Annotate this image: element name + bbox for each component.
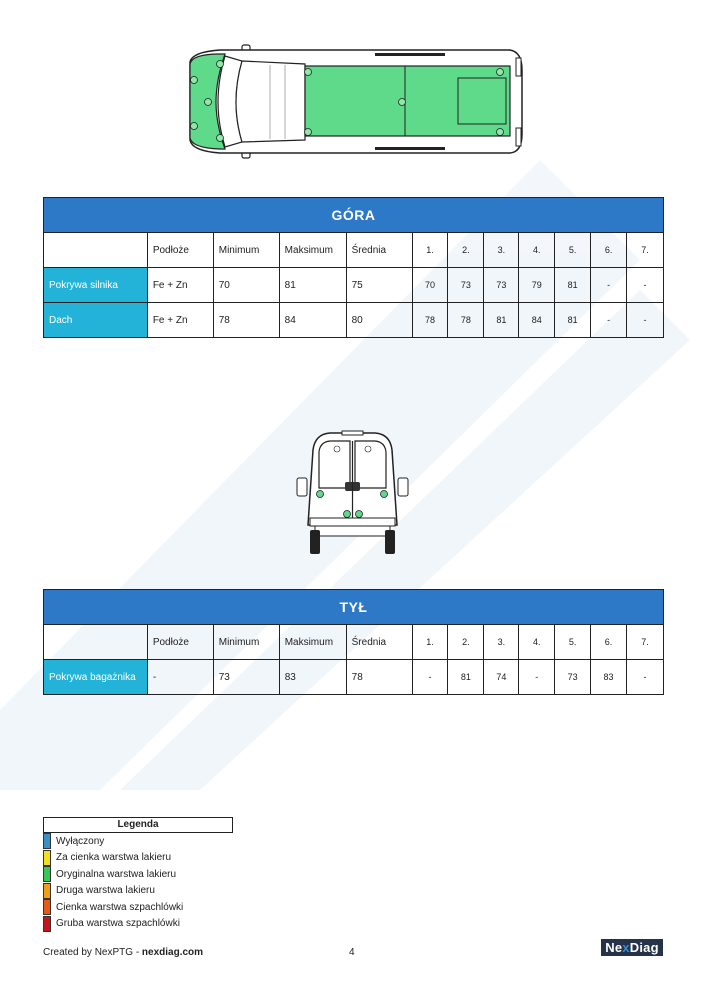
van-top-view-diagram [180, 40, 525, 165]
table-cell: - [147, 660, 213, 695]
table-cell: 73 [484, 268, 519, 303]
table-cell: - [627, 303, 664, 338]
table-cell: 81 [555, 303, 591, 338]
row-label: Pokrywa bagażnika [44, 660, 148, 695]
legend-swatch [43, 916, 51, 932]
table-cell: 73 [213, 660, 279, 695]
legend-swatch [43, 899, 51, 915]
table-header-row [44, 233, 664, 268]
header-cell: 5. [555, 625, 591, 660]
logo-part: Diag [629, 940, 659, 955]
legend-label: Gruba warstwa szpachlówki [56, 918, 180, 930]
header-cell: Podłoże [147, 233, 213, 268]
table-cell: 75 [346, 268, 412, 303]
logo-x: x [622, 940, 630, 955]
header-cell: 1. [412, 625, 448, 660]
legend-item [43, 866, 233, 883]
table-cell: 81 [279, 268, 346, 303]
table-cell: 80 [346, 303, 412, 338]
header-cell: 2. [448, 625, 484, 660]
header-cell: Maksimum [279, 625, 346, 660]
table-cell: Fe + Zn [147, 268, 213, 303]
header-empty [44, 625, 148, 660]
legend-label: Cienka warstwa szpachlówki [56, 901, 184, 913]
table-cell: 78 [346, 660, 412, 695]
legend-label: Oryginalna warstwa lakieru [56, 868, 177, 880]
header-cell: Minimum [213, 625, 279, 660]
row-label: Dach [44, 303, 148, 338]
legend-swatch [43, 833, 51, 849]
table-row [44, 660, 664, 695]
footer-created-by: Created by NexPTG - [43, 947, 142, 958]
table-cell: 81 [555, 268, 591, 303]
table-cell: 83 [591, 660, 627, 695]
header-cell: 3. [484, 625, 519, 660]
page-number: 4 [349, 947, 355, 958]
legend [43, 817, 233, 932]
table-cell: 70 [213, 268, 279, 303]
table-cell: 70 [412, 268, 448, 303]
header-cell: 7. [627, 233, 664, 268]
table-cell: 84 [519, 303, 555, 338]
legend-item [43, 850, 233, 867]
header-cell: Średnia [346, 625, 412, 660]
header-cell: Średnia [346, 233, 412, 268]
table-cell: 73 [555, 660, 591, 695]
table-cell: 73 [448, 268, 484, 303]
table-cell: - [412, 660, 448, 695]
table-cell: 78 [412, 303, 448, 338]
table-cell: 83 [279, 660, 346, 695]
table-cell: 78 [213, 303, 279, 338]
van-rear-view-diagram [295, 430, 410, 555]
header-cell: 1. [412, 233, 448, 268]
table-top [43, 197, 664, 338]
table-cell: 81 [448, 660, 484, 695]
table-title: TYŁ [44, 590, 664, 625]
legend-swatch [43, 850, 51, 866]
header-cell: 4. [519, 233, 555, 268]
table-rear [43, 589, 664, 695]
footer-credit [43, 947, 203, 958]
legend-swatch [43, 866, 51, 882]
header-cell: 4. [519, 625, 555, 660]
table-cell: 78 [448, 303, 484, 338]
table-cell: - [519, 660, 555, 695]
table-row [44, 268, 664, 303]
table-cell: 79 [519, 268, 555, 303]
header-cell: 6. [591, 233, 627, 268]
row-label: Pokrywa silnika [44, 268, 148, 303]
table-cell: 74 [484, 660, 519, 695]
legend-item [43, 883, 233, 900]
header-cell: Maksimum [279, 233, 346, 268]
table-cell: - [591, 268, 627, 303]
legend-title: Legenda [43, 817, 233, 833]
header-cell: 7. [627, 625, 664, 660]
header-cell: 5. [555, 233, 591, 268]
table-cell: - [591, 303, 627, 338]
table-cell: 81 [484, 303, 519, 338]
logo-part: Ne [605, 940, 623, 955]
legend-label: Wyłączony [56, 835, 105, 847]
table-row [44, 303, 664, 338]
legend-item [43, 916, 233, 933]
header-cell: Podłoże [147, 625, 213, 660]
table-cell: Fe + Zn [147, 303, 213, 338]
legend-item [43, 833, 233, 850]
header-cell: 3. [484, 233, 519, 268]
header-cell: Minimum [213, 233, 279, 268]
table-title: GÓRA [44, 198, 664, 233]
legend-label: Za cienka warstwa lakieru [56, 852, 172, 864]
legend-swatch [43, 883, 51, 899]
header-empty [44, 233, 148, 268]
nexdiag-logo [601, 939, 663, 956]
footer-site-link[interactable]: nexdiag.com [141, 947, 204, 958]
legend-item [43, 899, 233, 916]
table-cell: - [627, 660, 664, 695]
table-cell: 84 [279, 303, 346, 338]
header-cell: 2. [448, 233, 484, 268]
table-header-row [44, 625, 664, 660]
legend-label: Druga warstwa lakieru [56, 885, 155, 897]
header-cell: 6. [591, 625, 627, 660]
table-cell: - [627, 268, 664, 303]
